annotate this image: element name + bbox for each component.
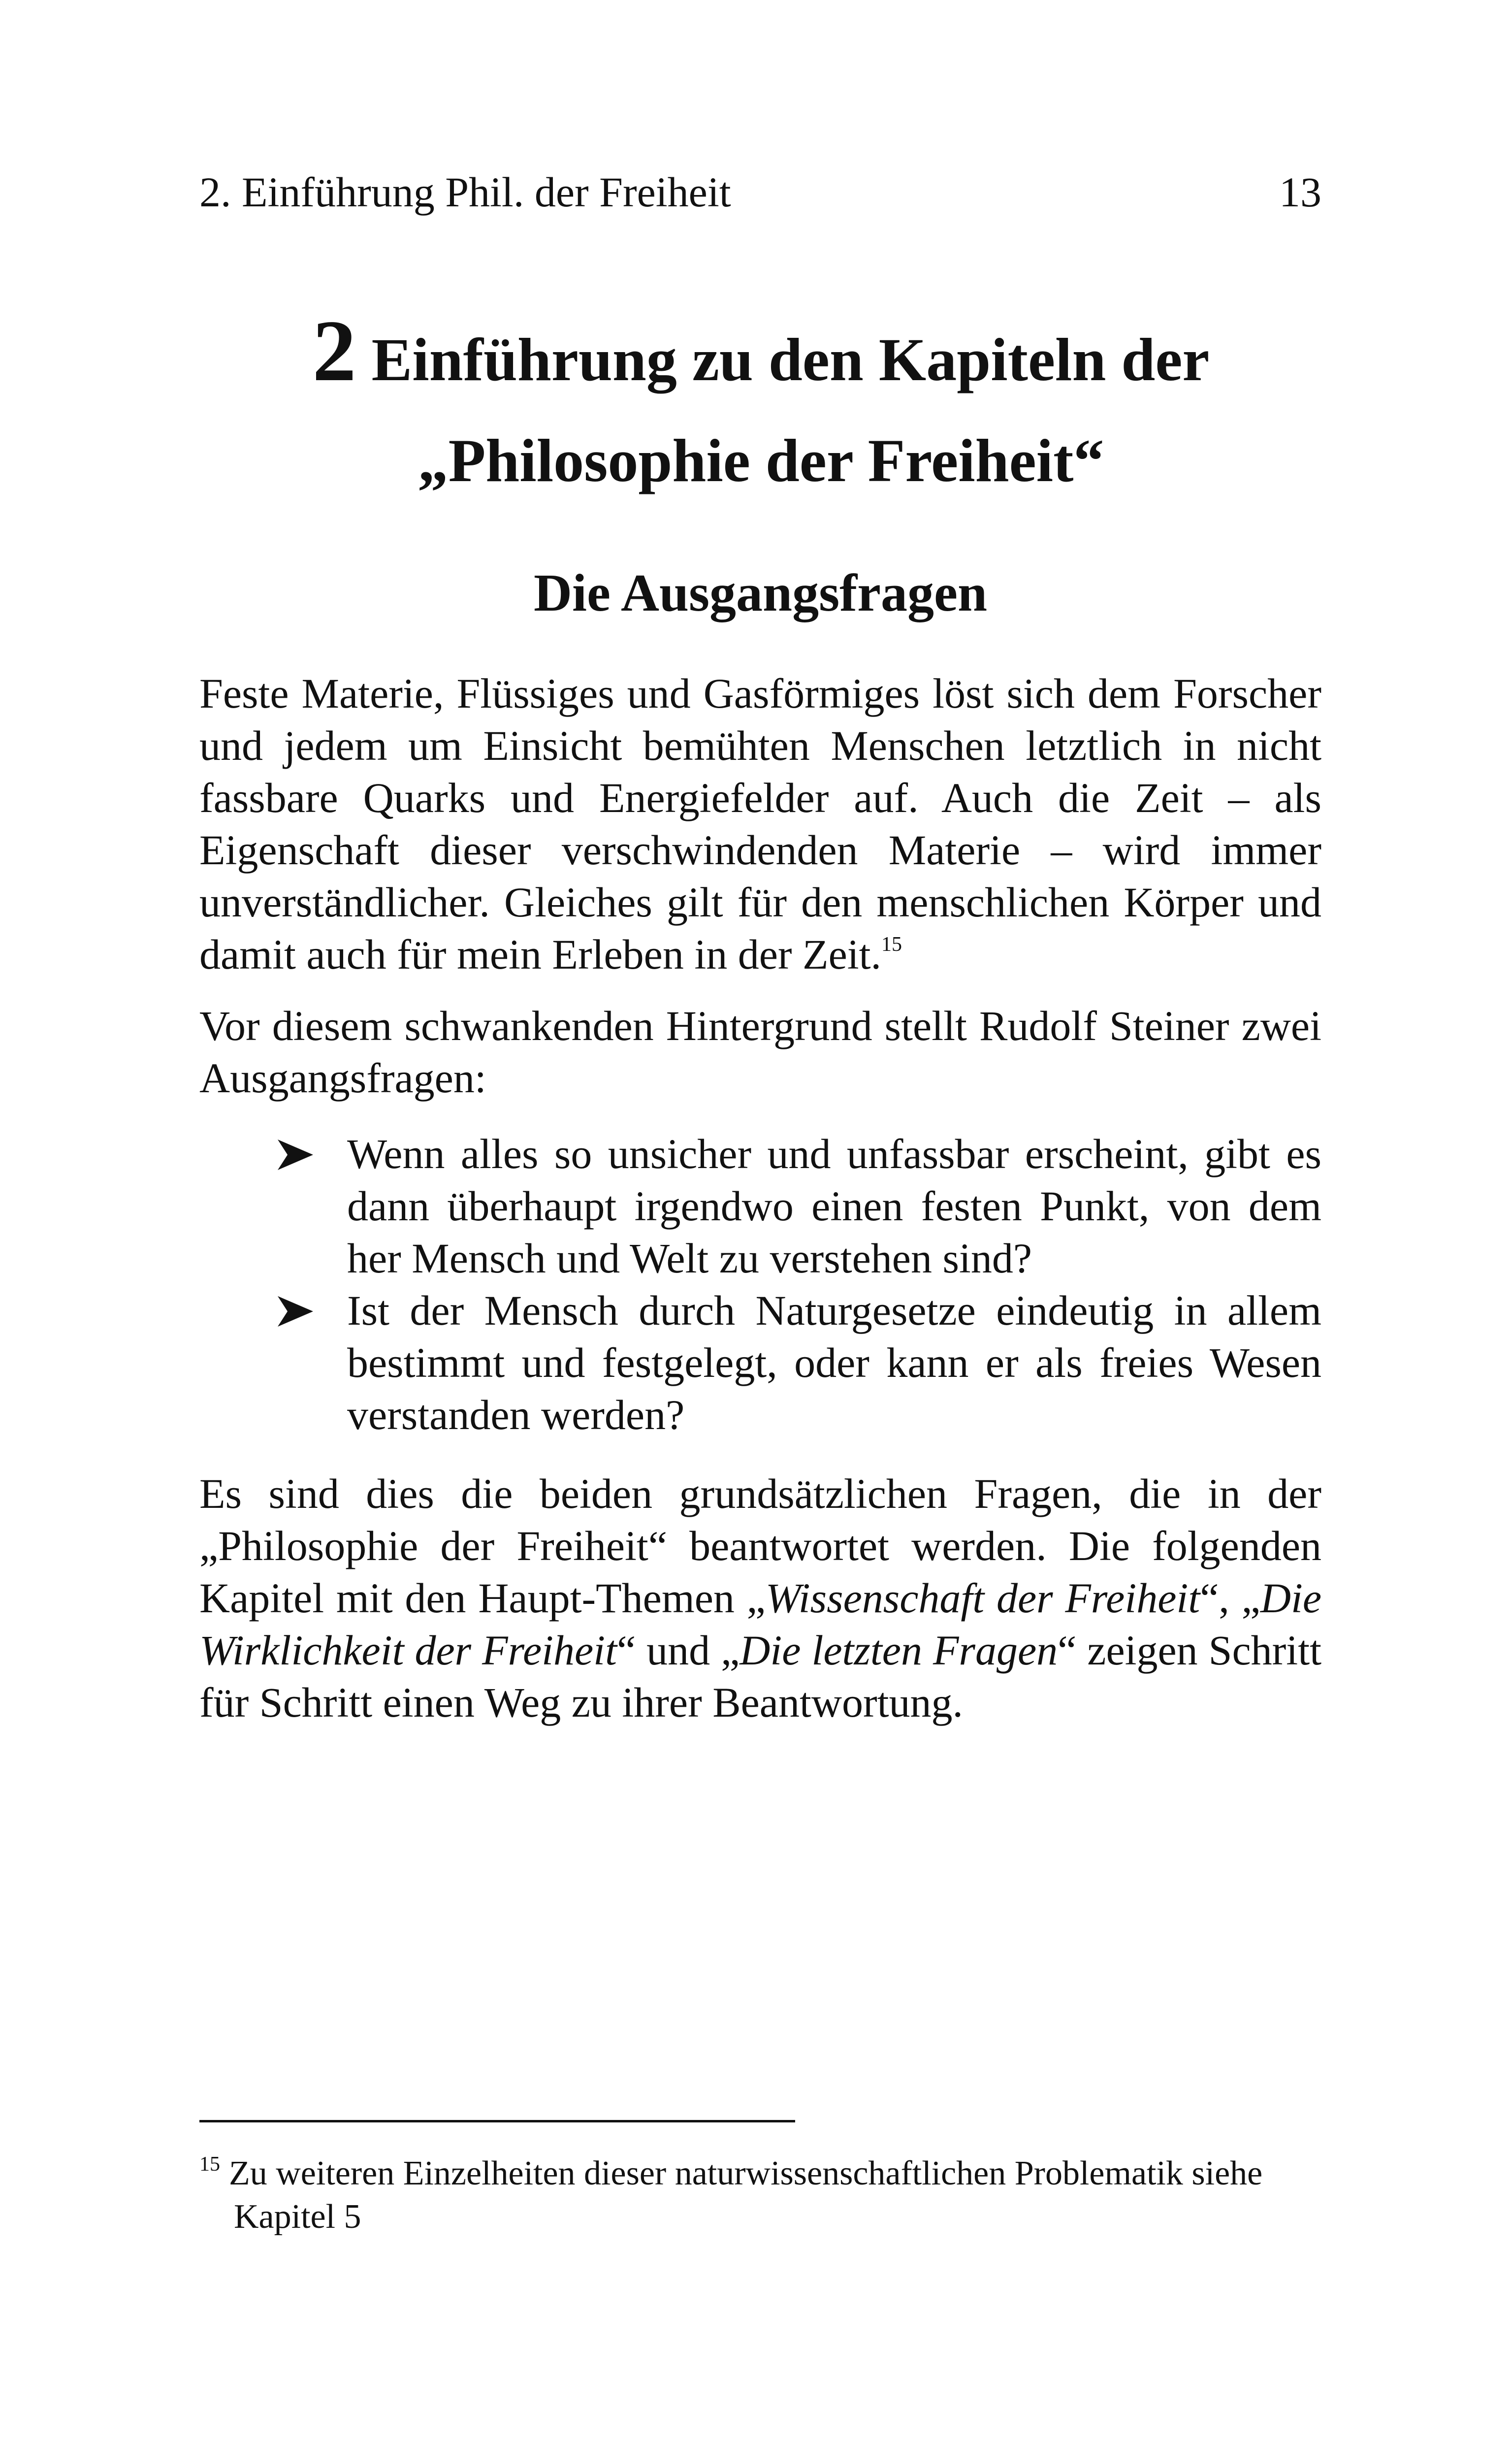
- footnote-number: 15: [199, 2153, 220, 2176]
- chapter-title-line-1: [187, 300, 1335, 410]
- paragraph-1-text: Feste Materie, Flüssiges und Gasförmiges löst sich dem Forscher und jedem um Einsicht bemühten Menschen letztlich in nicht fassbare Quarks und Energiefelder auf. Auch die Zeit – als Eigenschaft dieser verschwindenden Materie – wird immer unverständlicher. Gleiches gilt für den menschlichen Körper und damit auch für mein Erleben in der Zeit.: [199, 670, 1321, 978]
- chapter-number: 2: [312, 302, 356, 399]
- footnote-reference: 15: [881, 933, 902, 956]
- paragraph-3-text: “ zeigen Schritt für Schritt einen Weg zu ihrer Beantwortung.: [199, 1627, 1321, 1726]
- arrow-bullet-icon: [276, 1138, 315, 1172]
- list-item-text: Wenn alles so unsicher und unfassbar erscheint, gibt es dann überhaupt irgendwo einen festen Punkt, von dem her Mensch und Welt zu verstehen sind?: [347, 1130, 1321, 1282]
- footnote-continuation: Kapitel 5: [234, 2198, 361, 2236]
- italic-title-3: Die letzten Fragen: [740, 1627, 1058, 1674]
- list-item: [276, 1284, 1321, 1441]
- paragraph-3: [199, 1467, 1321, 1728]
- running-head-title: 2. Einführung Phil. der Freiheit: [199, 168, 731, 216]
- footnote: [199, 2152, 1327, 2239]
- chapter-title: [187, 300, 1335, 511]
- section-title: Die Ausgangsfragen: [533, 564, 988, 622]
- italic-title-1: Wissenschaft der Freiheit: [765, 1574, 1200, 1622]
- italic-title-2: Die Wirklichkeit der Freiheit: [199, 1574, 1322, 1674]
- paragraph-2: Vor diesem schwankenden Hintergrund stellt Rudolf Steiner zwei Ausgangsfragen:: [199, 1002, 1321, 1102]
- chapter-title-line-2: „Philosophie der Freiheit“: [418, 427, 1104, 494]
- paragraph-1: [199, 667, 1321, 980]
- arrow-bullet-icon: [276, 1294, 315, 1329]
- paragraph-3-text: “, „: [1200, 1574, 1260, 1622]
- page-number: 13: [1279, 168, 1321, 216]
- footnote-text: Zu weiteren Einzelheiten dieser naturwissenschaftlichen Problematik siehe: [229, 2154, 1263, 2192]
- paragraph-3-text: “ und „: [616, 1627, 740, 1674]
- chapter-title-text-1: Einführung zu den Kapiteln der: [371, 326, 1210, 393]
- paragraph-3-text: Es sind dies die beiden grundsätzlichen Fragen, die in der „Philosophie der Freiheit“ beantwortet werden. Die folgenden Kapitel mit den Haupt-Themen „: [199, 1470, 1321, 1622]
- list-item-text: Ist der Mensch durch Naturgesetze eindeutig in allem bestimmt und festgelegt, oder kann er als freies Wesen verstanden werden?: [347, 1287, 1321, 1438]
- running-head: [199, 167, 1321, 217]
- list-item: [276, 1128, 1321, 1284]
- question-list: [276, 1128, 1321, 1441]
- footnote-divider: [199, 2120, 795, 2122]
